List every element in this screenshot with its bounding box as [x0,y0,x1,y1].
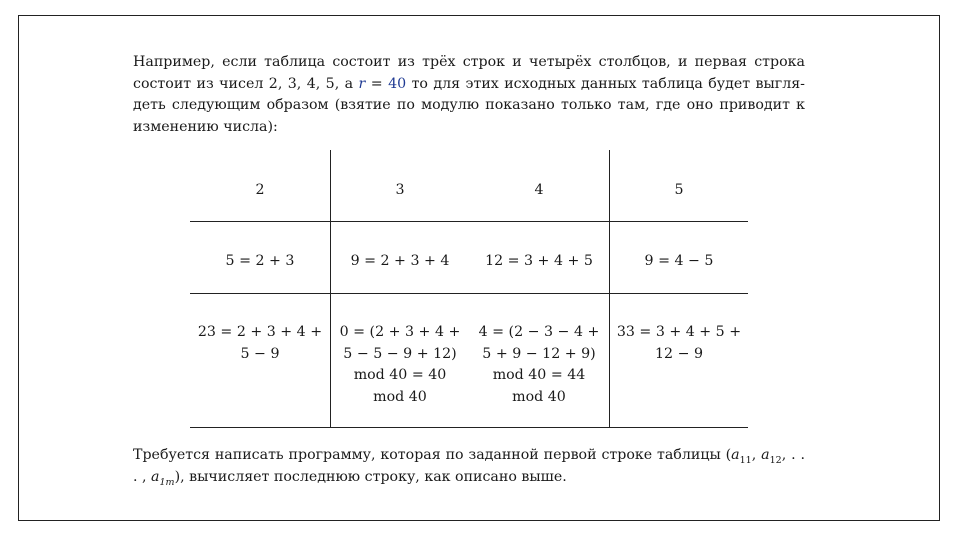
intro-text-2: , а [334,75,359,92]
var-r: r [358,75,366,92]
var-a12: a [761,447,770,463]
paragraph-task [133,445,805,488]
task-dots: , . . . , [133,447,805,485]
table-cell-r3c1: 23 = 2 + 3 + 4 + 5 − 9 [197,324,323,362]
table-cell-r2c3: 12 = 3 + 4 + 5 [485,253,593,269]
task-sep: , [751,447,762,463]
table-cell-r2c2: 9 = 2 + 3 + 4 [350,253,450,269]
table-vline-1 [330,150,331,427]
intro-text-1: Например, если таблица состоит из трёх строк и четырёх столбцов, и первая строка состоит из чисел [133,54,805,92]
table-cell-r2c1: 5 = 2 + 3 [225,253,295,269]
table-hline-1 [190,221,748,222]
var-a11: a [731,447,740,463]
var-a11-sub: 11 [739,454,752,466]
var-a12-sub: 12 [769,454,782,466]
table-vline-2 [609,150,610,427]
table-cell-r1c4: 5 [674,182,684,198]
table-cell-r3c3: 4 = (2 − 3 − 4 + 5 + 9 − 12 + 9) mod 40 = 44 mod 40 [478,324,600,405]
table-cell-r3c2: 0 = (2 + 3 + 4 + 5 − 5 − 9 + 12) mod 40 = 40 mod 40 [339,324,461,405]
table-hline-2 [190,293,748,294]
var-a1m: a [151,468,160,485]
table-cell-r1c2: 3 [395,182,405,198]
paragraph-intro [133,52,805,138]
intro-numbers: 2, 3, 4, 5 [268,75,335,92]
table-cell-r1c3: 4 [534,182,544,198]
task-text-2: ), вычисляет последнюю строку, как описано выше. [174,468,567,485]
value-r: 40 [388,75,407,92]
table-hline-3 [190,427,748,428]
table-cell-r3c4: 33 = 3 + 4 + 5 + 12 − 9 [616,324,742,362]
table-cell-r1c1: 2 [255,182,265,198]
table-cell-r2c4: 9 = 4 − 5 [644,253,714,269]
var-a1m-sub: 1m [159,476,175,488]
eq-sign: = [365,75,389,92]
task-text-1: Требуется написать программу, которая по заданной первой строке таблицы ( [133,447,732,463]
intro-text-3: то для этих исходных данных таблица будет выгля-дeть следующим образом (взятие по модулю показано только там, где оно приводит к изменению числа): [133,75,805,135]
